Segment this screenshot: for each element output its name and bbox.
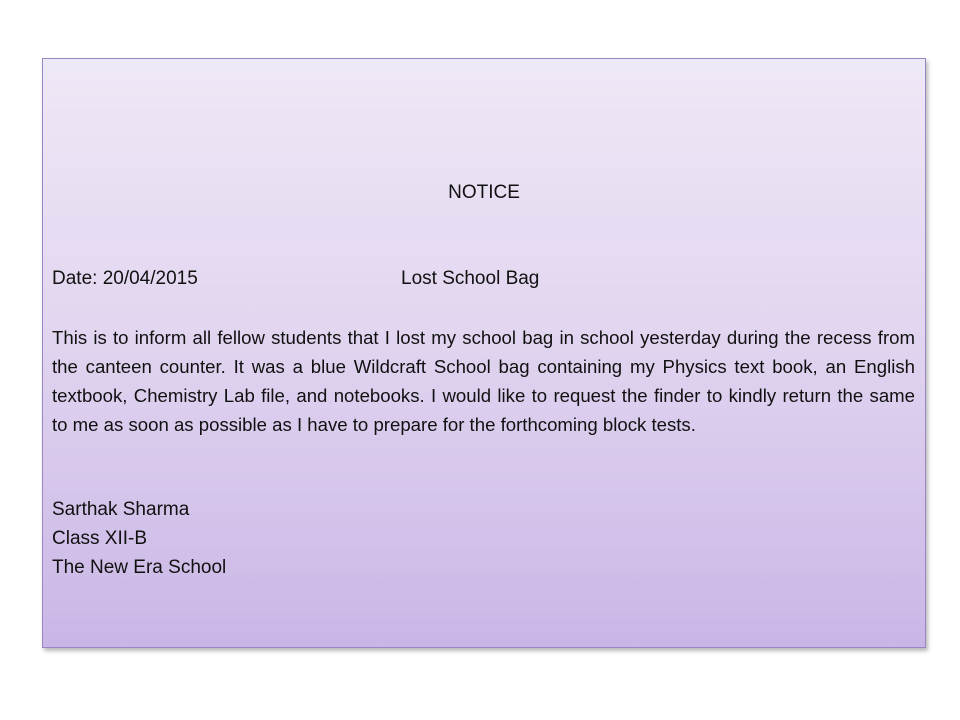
signature-school: The New Era School [52, 557, 227, 578]
signature-name: Sarthak Sharma [52, 499, 190, 520]
notice-subject: Lost School Bag [401, 268, 540, 289]
signature-class: Class XII-B [52, 528, 148, 549]
notice-box [42, 58, 926, 648]
notice-body: This is to inform all fellow students that I lost my school bag in school yesterday during the recess from the canteen counter. It was a blue Wildcraft School bag containing my Physics text book, an English textbook, Chemistry Lab file, and notebooks. I would like to request the finder to kindly return the same to me as soon as possible as I have to prepare for the forthcoming block tests. [52, 327, 915, 435]
notice-title: NOTICE [448, 182, 520, 203]
signature-block [52, 495, 226, 582]
notice-date: Date: 20/04/2015 [52, 268, 198, 289]
